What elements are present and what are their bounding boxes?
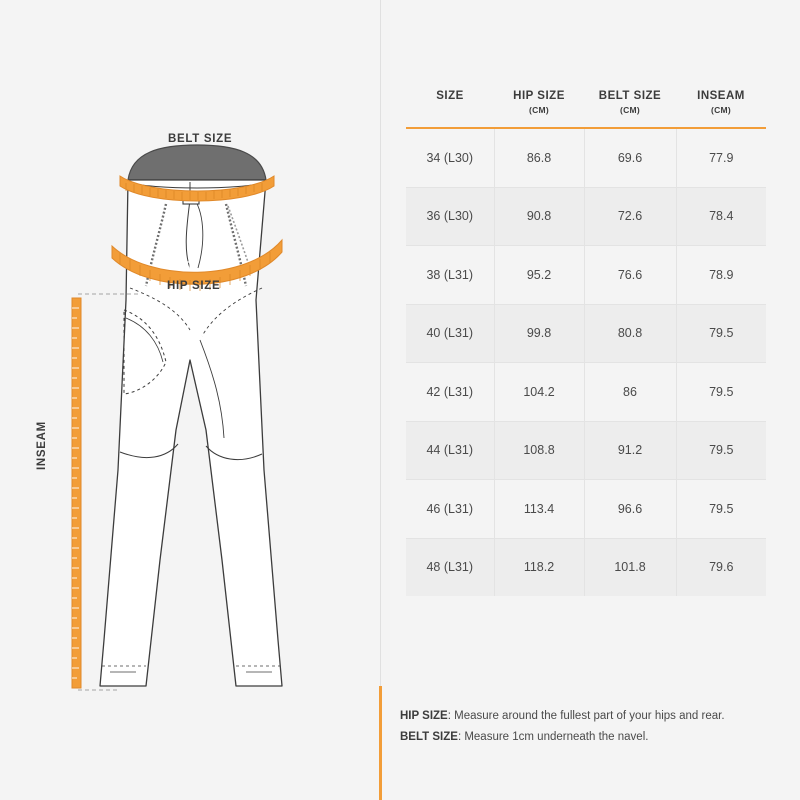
belt-size-label: BELT SIZE — [168, 133, 233, 145]
cell-belt: 76.6 — [584, 246, 676, 305]
size-table — [406, 84, 766, 596]
cell-size: 36 (L30) — [406, 187, 494, 246]
cell-hip: 95.2 — [494, 246, 584, 305]
hip-size-label: HIP SIZE — [167, 280, 221, 292]
size-table-container — [406, 84, 766, 596]
table-row — [406, 128, 766, 187]
size-table-head — [406, 84, 766, 128]
table-row — [406, 421, 766, 480]
note-hip-key: HIP SIZE — [400, 710, 448, 722]
cell-inseam: 79.5 — [676, 304, 766, 363]
cell-belt: 101.8 — [584, 538, 676, 596]
cell-belt: 86 — [584, 363, 676, 422]
panel-divider — [380, 0, 381, 800]
cell-inseam: 78.4 — [676, 187, 766, 246]
cell-belt: 91.2 — [584, 421, 676, 480]
cell-hip: 90.8 — [494, 187, 584, 246]
cell-hip: 108.8 — [494, 421, 584, 480]
pants-diagram-svg — [0, 0, 380, 800]
waistband-shape — [128, 145, 266, 180]
cell-size: 44 (L31) — [406, 421, 494, 480]
cell-hip: 104.2 — [494, 363, 584, 422]
size-table-body — [406, 128, 766, 596]
cell-inseam: 79.5 — [676, 421, 766, 480]
cell-inseam: 79.6 — [676, 538, 766, 596]
pants-outline — [100, 180, 282, 686]
cell-size: 38 (L31) — [406, 246, 494, 305]
table-row — [406, 363, 766, 422]
measurement-notes — [400, 706, 780, 749]
table-row — [406, 480, 766, 539]
cell-belt: 96.6 — [584, 480, 676, 539]
inseam-ruler — [72, 298, 81, 688]
inseam-label: INSEAM — [36, 421, 48, 470]
table-row — [406, 538, 766, 596]
pants-measurement-illustration — [0, 0, 380, 800]
cell-inseam: 79.5 — [676, 480, 766, 539]
th-belt: BELT SIZE (CM) — [584, 84, 676, 128]
cell-size: 40 (L31) — [406, 304, 494, 363]
cell-hip: 118.2 — [494, 538, 584, 596]
cell-size: 46 (L31) — [406, 480, 494, 539]
note-belt — [400, 727, 780, 748]
note-hip — [400, 706, 780, 727]
cell-belt: 80.8 — [584, 304, 676, 363]
note-belt-key: BELT SIZE — [400, 731, 458, 744]
cell-belt: 69.6 — [584, 128, 676, 187]
cell-hip: 99.8 — [494, 304, 584, 363]
panel-divider-accent — [379, 686, 382, 800]
cell-hip: 113.4 — [494, 480, 584, 539]
cell-size: 34 (L30) — [406, 128, 494, 187]
cell-belt: 72.6 — [584, 187, 676, 246]
table-row — [406, 246, 766, 305]
cell-size: 42 (L31) — [406, 363, 494, 422]
note-hip-text: : Measure around the fullest part of your hips and rear. — [447, 710, 725, 722]
th-inseam-unit: (CM) — [710, 105, 732, 115]
th-hip-unit: (CM) — [528, 105, 550, 115]
table-row — [406, 304, 766, 363]
th-belt-unit: (CM) — [619, 105, 641, 115]
cell-inseam: 78.9 — [676, 246, 766, 305]
th-inseam: INSEAM (CM) — [676, 84, 766, 128]
table-row — [406, 187, 766, 246]
note-belt-text: : Measure 1cm underneath the navel. — [457, 731, 649, 744]
cell-hip: 86.8 — [494, 128, 584, 187]
th-size: SIZE — [436, 90, 464, 102]
cell-inseam: 79.5 — [676, 363, 766, 422]
cell-size: 48 (L31) — [406, 538, 494, 596]
table-header-row — [406, 84, 766, 128]
th-hip: HIP SIZE (CM) — [494, 84, 584, 128]
cell-inseam: 77.9 — [676, 128, 766, 187]
